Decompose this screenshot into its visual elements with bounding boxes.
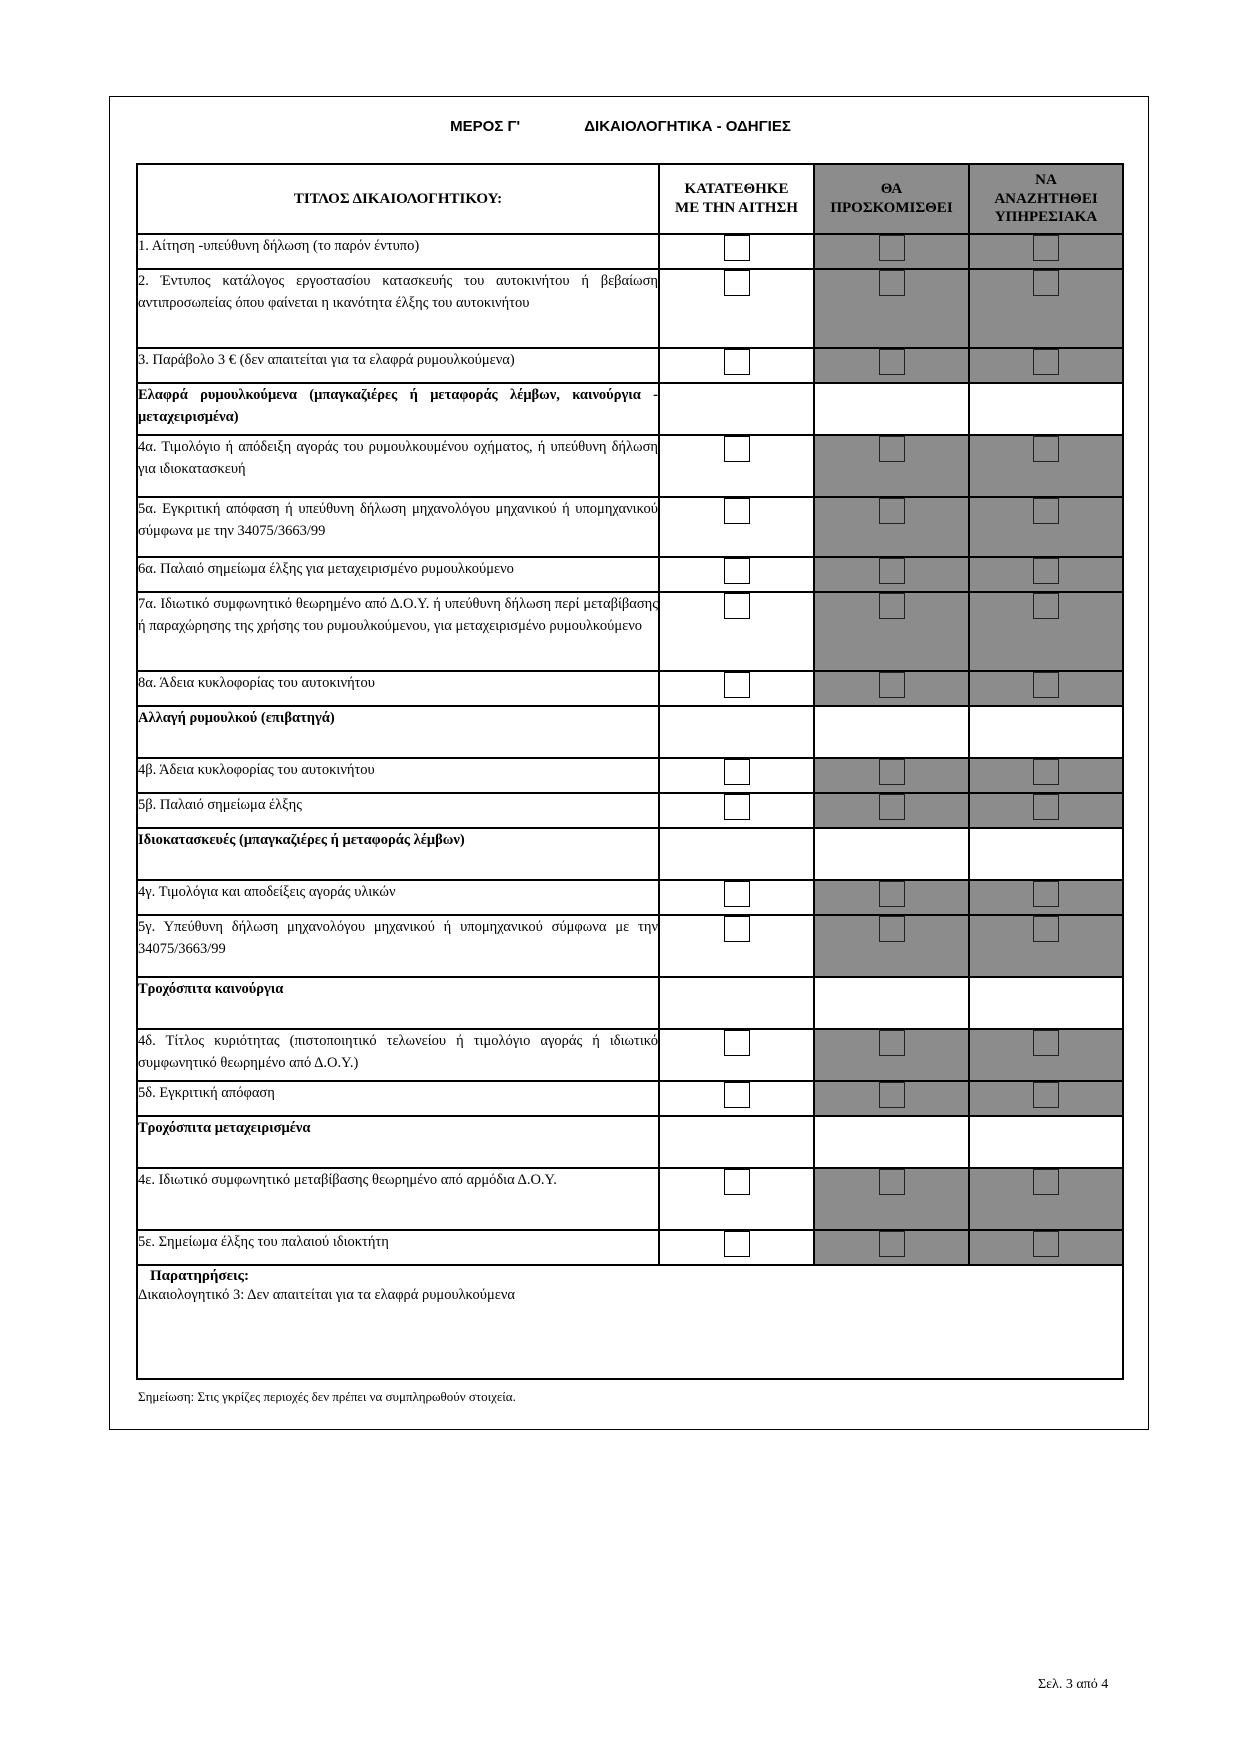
table-section-row — [137, 706, 1123, 758]
row-label: 7α. Ιδιωτικό συμφωνητικό θεωρημένο από Δ.Ο.Υ. ή υπεύθυνη δήλωση περί μεταβίβασης ή παραχώρησης της χρήσης του ρυμουλκούμενου, για μεταχειρισμένο ρυμουλκούμενο — [137, 592, 659, 671]
section-label: Ελαφρά ρυμουλκούμενα (μπαγκαζιέρες ή μεταφοράς λέμβων, καινούργια - μεταχειρισμένα) — [137, 383, 659, 435]
table-row — [137, 234, 1123, 269]
row-label: 5γ. Υπεύθυνη δήλωση μηχανολόγου μηχανικού ή υπομηχανικού σύμφωνα με την 34075/3663/99 — [137, 915, 659, 977]
row-label: 5δ. Εγκριτική απόφαση — [137, 1081, 659, 1116]
checkbox-to-fetch — [1033, 270, 1059, 296]
checkbox-to-fetch — [1033, 1030, 1059, 1056]
checkbox-submitted[interactable] — [724, 1030, 750, 1056]
checkbox-submitted[interactable] — [724, 349, 750, 375]
section-label: Ιδιοκατασκευές (μπαγκαζιέρες ή μεταφοράς λέμβων) — [137, 828, 659, 880]
notes-box[interactable] — [137, 1265, 1123, 1379]
section-label: Αλλαγή ρυμουλκού (επιβατηγά) — [137, 706, 659, 758]
row-label: 5ε. Σημείωμα έλξης του παλαιού ιδιοκτήτη — [137, 1230, 659, 1265]
row-label: 1. Αίτηση -υπεύθυνη δήλωση (το παρόν έντυπο) — [137, 234, 659, 269]
section-heading — [0, 118, 1241, 135]
checkbox-to-fetch — [1033, 349, 1059, 375]
checkbox-to-fetch — [1033, 1231, 1059, 1257]
notes-title: Παρατηρήσεις: — [150, 1268, 249, 1284]
checkbox-to-bring — [879, 1030, 905, 1056]
table-row — [137, 269, 1123, 348]
checkbox-to-bring — [879, 1169, 905, 1195]
checkbox-to-bring — [879, 498, 905, 524]
checkbox-submitted[interactable] — [724, 759, 750, 785]
footnote: Σημείωση: Στις γκρίζες περιοχές δεν πρέπει να συμπληρωθούν στοιχεία. — [138, 1389, 516, 1404]
section-label: Τροχόσπιτα μεταχειρισμένα — [137, 1116, 659, 1168]
checkbox-to-fetch — [1033, 916, 1059, 942]
checkbox-to-fetch — [1033, 436, 1059, 462]
table-section-row — [137, 1116, 1123, 1168]
checkbox-submitted[interactable] — [724, 593, 750, 619]
checkbox-to-bring — [879, 436, 905, 462]
checkbox-to-fetch — [1033, 498, 1059, 524]
section-title: ΔΙΚΑΙΟΛΟΓΗΤΙΚΑ - ΟΔΗΓΙΕΣ — [584, 118, 791, 135]
checkbox-to-fetch — [1033, 1082, 1059, 1108]
table-row — [137, 1029, 1123, 1081]
checkbox-to-fetch — [1033, 794, 1059, 820]
col-header-to-fetch-line2: ΑΝΑΖΗΤΗΘΕΙ — [994, 190, 1098, 207]
col-header-submitted-line2: ΜΕ ΤΗΝ ΑΙΤΗΣΗ — [675, 200, 798, 216]
checkbox-submitted[interactable] — [724, 881, 750, 907]
col-header-to-bring-line1: ΘΑ — [880, 181, 903, 198]
notes-row — [137, 1265, 1123, 1379]
col-header-submitted — [659, 164, 814, 234]
table-row — [137, 592, 1123, 671]
row-label: 3. Παράβολο 3 € (δεν απαιτείται για τα ελαφρά ρυμουλκούμενα) — [137, 348, 659, 383]
table-row — [137, 435, 1123, 497]
table-row — [137, 497, 1123, 557]
checkbox-to-fetch — [1033, 235, 1059, 261]
checkbox-to-bring — [879, 759, 905, 785]
row-label: 4ε. Ιδιωτικό συμφωνητικό μεταβίβασης θεωρημένο από αρμόδια Δ.Ο.Υ. — [137, 1168, 659, 1230]
table-section-row — [137, 383, 1123, 435]
checkbox-to-bring — [879, 881, 905, 907]
checkbox-to-fetch — [1033, 558, 1059, 584]
table-row — [137, 793, 1123, 828]
table-row — [137, 915, 1123, 977]
page-number: Σελ. 3 από 4 — [1038, 1677, 1109, 1692]
checkbox-to-bring — [879, 916, 905, 942]
checkbox-submitted[interactable] — [724, 498, 750, 524]
table-section-row — [137, 977, 1123, 1029]
table-row — [137, 1230, 1123, 1265]
checkbox-submitted[interactable] — [724, 270, 750, 296]
checkbox-to-bring — [879, 1231, 905, 1257]
row-label: 5β. Παλαιό σημείωμα έλξης — [137, 793, 659, 828]
table-row — [137, 348, 1123, 383]
table-row — [137, 557, 1123, 592]
table-section-row — [137, 828, 1123, 880]
col-header-to-fetch-line3: ΥΠΗΡΕΣΙΑΚΑ — [994, 209, 1098, 226]
col-header-to-fetch — [969, 164, 1123, 234]
checkbox-to-fetch — [1033, 759, 1059, 785]
checkbox-submitted[interactable] — [724, 1231, 750, 1257]
checkbox-to-bring — [879, 558, 905, 584]
row-label: 5α. Εγκριτική απόφαση ή υπεύθυνη δήλωση μηχανολόγου μηχανικού ή υπομηχανικού σύμφωνα με την 34075/3663/99 — [137, 497, 659, 557]
checkbox-submitted[interactable] — [724, 1169, 750, 1195]
checkbox-to-fetch — [1033, 1169, 1059, 1195]
checkbox-to-bring — [879, 672, 905, 698]
row-label: 4α. Τιμολόγιο ή απόδειξη αγοράς του ρυμουλκουμένου οχήματος, ή υπεύθυνη δήλωση για ιδιοκατασκευή — [137, 435, 659, 497]
table-row — [137, 1081, 1123, 1116]
checkbox-to-bring — [879, 270, 905, 296]
checkbox-submitted[interactable] — [724, 794, 750, 820]
row-label: 4γ. Τιμολόγια και αποδείξεις αγοράς υλικών — [137, 880, 659, 915]
section-part: ΜΕΡΟΣ Γ' — [450, 118, 521, 135]
checkbox-to-bring — [879, 349, 905, 375]
table-row — [137, 671, 1123, 706]
row-label: 4δ. Τίτλος κυριότητας (πιστοποιητικό τελωνείου ή τιμολόγιο αγοράς ή ιδιωτικό συμφωνητικό θεωρημένο από Δ.Ο.Υ.) — [137, 1029, 659, 1081]
checkbox-to-fetch — [1033, 672, 1059, 698]
col-header-to-fetch-line1: ΝΑ — [1035, 171, 1057, 188]
table-row — [137, 1168, 1123, 1230]
notes-text: Δικαιολογητικό 3: Δεν απαιτείται για τα ελαφρά ρυμουλκούμενα — [138, 1287, 515, 1304]
checkbox-submitted[interactable] — [724, 436, 750, 462]
section-label: Τροχόσπιτα καινούργια — [137, 977, 659, 1029]
checkbox-to-fetch — [1033, 593, 1059, 619]
documents-table — [136, 163, 1124, 1380]
col-header-to-bring — [814, 164, 969, 234]
checkbox-to-bring — [879, 593, 905, 619]
table-row — [137, 758, 1123, 793]
checkbox-to-fetch — [1033, 881, 1059, 907]
checkbox-submitted[interactable] — [724, 1082, 750, 1108]
checkbox-submitted[interactable] — [724, 558, 750, 584]
col-header-title: ΤΙΤΛΟΣ ΔΙΚΑΙΟΛΟΓΗΤΙΚΟΥ: — [137, 164, 659, 234]
checkbox-to-bring — [879, 235, 905, 261]
checkbox-to-bring — [879, 794, 905, 820]
col-header-submitted-line1: ΚΑΤΑΤΕΘΗΚΕ — [684, 181, 789, 198]
row-label: 4β. Άδεια κυκλοφορίας του αυτοκινήτου — [137, 758, 659, 793]
row-label: 2. Έντυπος κατάλογος εργοστασίου κατασκευής του αυτοκινήτου ή βεβαίωση αντιπροσωπείας όπου φαίνεται η ικανότητα έλξης του αυτοκινήτου — [137, 269, 659, 348]
row-label: 6α. Παλαιό σημείωμα έλξης για μεταχειρισμένο ρυμουλκούμενο — [137, 557, 659, 592]
checkbox-submitted[interactable] — [724, 672, 750, 698]
checkbox-submitted[interactable] — [724, 235, 750, 261]
table-header-row — [137, 164, 1123, 234]
checkbox-submitted[interactable] — [724, 916, 750, 942]
checkbox-to-bring — [879, 1082, 905, 1108]
col-header-to-bring-line2: ΠΡΟΣΚΟΜΙΣΘΕΙ — [830, 200, 953, 216]
row-label: 8α. Άδεια κυκλοφορίας του αυτοκινήτου — [137, 671, 659, 706]
table-row — [137, 880, 1123, 915]
